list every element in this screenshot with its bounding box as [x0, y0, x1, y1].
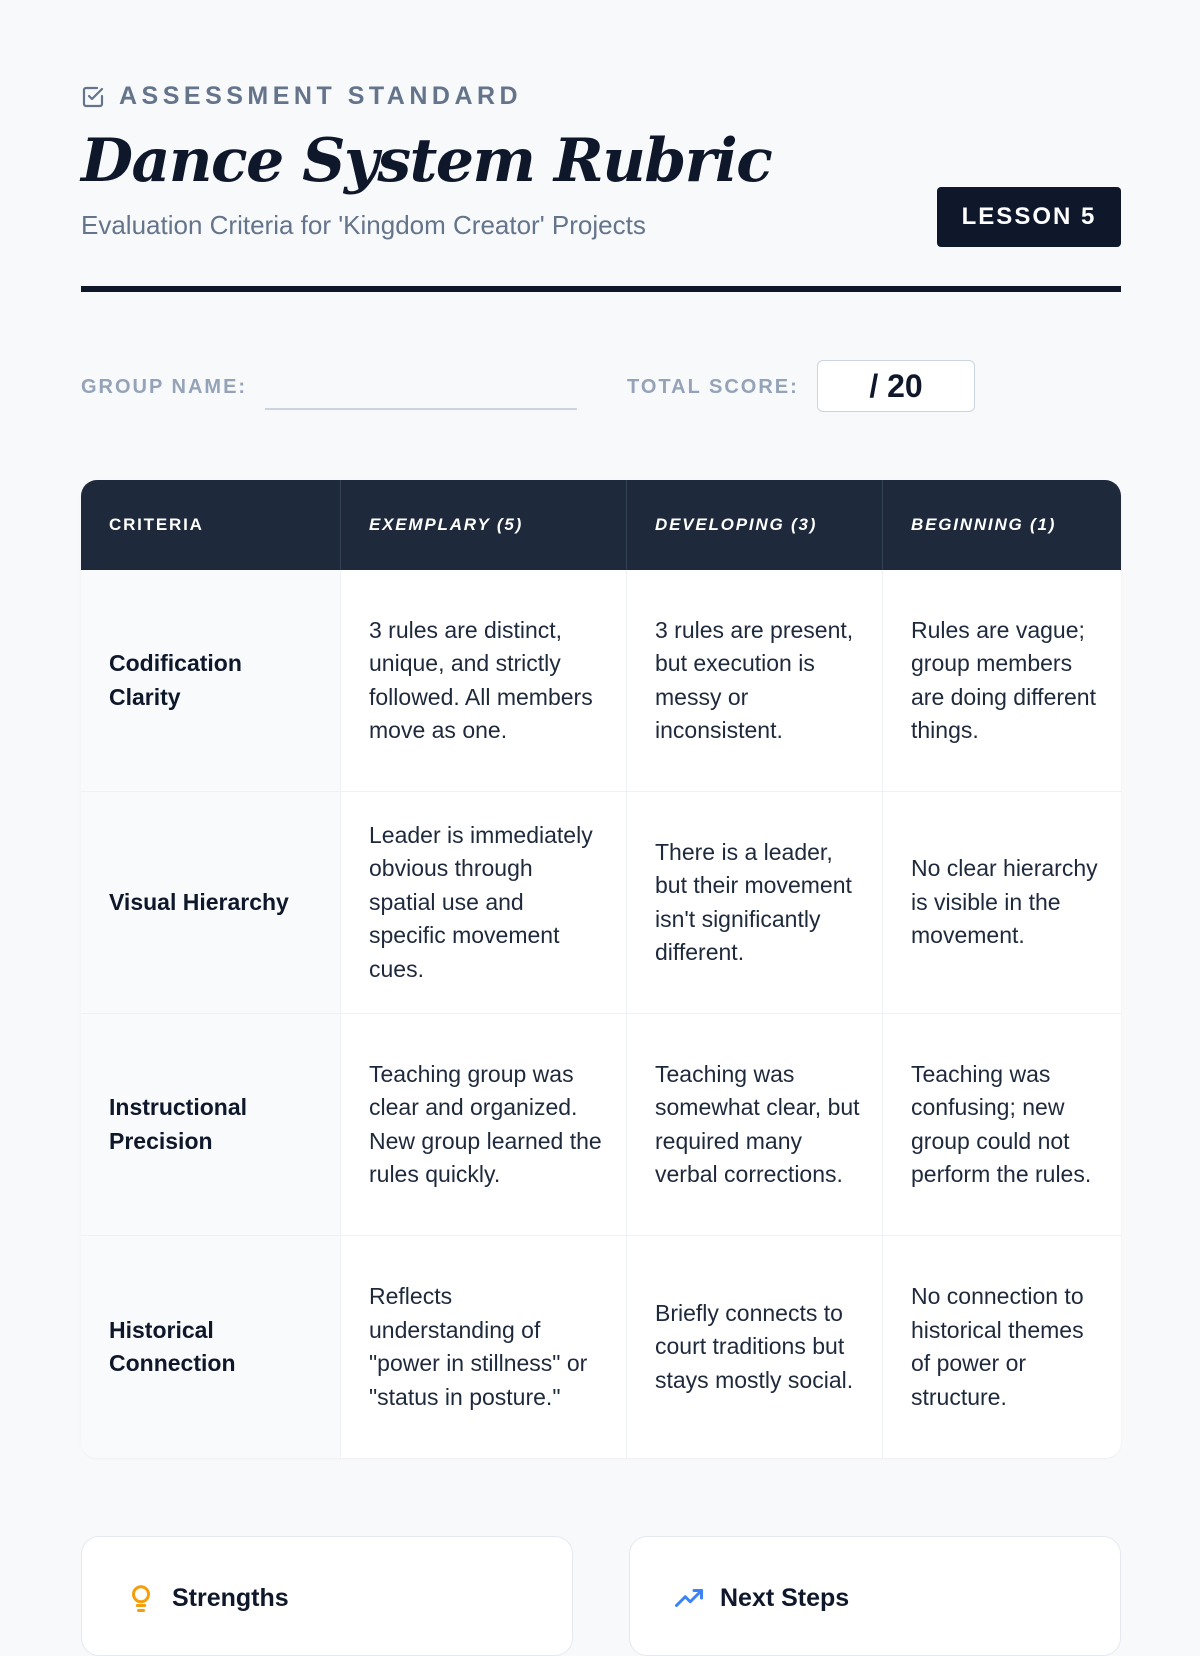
rubric-table [81, 480, 1121, 1458]
rubric-header-row [81, 480, 1121, 570]
developing-cell: 3 rules are present, but execution is messy or inconsistent. [627, 570, 883, 792]
criteria-cell: Instructional Precision [81, 1014, 341, 1236]
beginning-cell: No connection to historical themes of power or structure. [911, 1283, 1084, 1410]
next-steps-header [674, 1583, 849, 1613]
lesson-badge: LESSON 5 [937, 187, 1121, 247]
total-score-label: TOTAL SCORE: [627, 376, 799, 398]
lightbulb-icon [126, 1583, 156, 1613]
strengths-title: Strengths [172, 1583, 289, 1612]
table-row [81, 1236, 1121, 1458]
exemplary-cell: Reflects understanding of "power in stillness" or "status in posture." [341, 1236, 627, 1458]
criteria-cell: Historical Connection [81, 1236, 341, 1458]
strengths-header [126, 1583, 289, 1613]
criteria-cell: Codification Clarity [81, 570, 341, 792]
group-name-label: GROUP NAME: [81, 376, 248, 398]
beginning-cell: Teaching was confusing; new group could not perform the rules. [883, 1014, 1121, 1236]
header-criteria: CRITERIA [81, 480, 341, 570]
total-score-field[interactable] [817, 360, 975, 412]
next-steps-card [629, 1536, 1121, 1656]
exemplary-cell: Teaching group was clear and organized. New group learned the rules quickly. [341, 1014, 627, 1236]
exemplary-cell: 3 rules are distinct, unique, and strictly followed. All members move as one. [341, 570, 627, 792]
beginning-cell: No clear hierarchy is visible in the movement. [883, 792, 1121, 1014]
table-row [81, 792, 1121, 1014]
strengths-card [81, 1536, 573, 1656]
header-developing: DEVELOPING (3) [627, 480, 883, 570]
header-exemplary: EXEMPLARY (5) [341, 480, 627, 570]
table-row [81, 570, 1121, 792]
header-divider [81, 286, 1121, 292]
checkbox-icon [81, 85, 105, 109]
next-steps-title: Next Steps [720, 1583, 850, 1612]
criteria-cell: Visual Hierarchy [81, 792, 341, 1014]
page-title: Dance System Rubric [81, 126, 772, 196]
trending-up-icon [674, 1583, 704, 1613]
eyebrow-label: ASSESSMENT STANDARD [119, 82, 523, 110]
header-beginning: BEGINNING (1) [883, 480, 1121, 570]
developing-cell: There is a leader, but their movement isn't significantly different. [627, 792, 883, 1014]
developing-cell: Teaching was somewhat clear, but required many verbal corrections. [627, 1014, 883, 1236]
table-row [81, 1014, 1121, 1236]
total-score-suffix: / 20 [869, 367, 923, 404]
beginning-cell: Rules are vague; group members are doing different things. [883, 570, 1121, 792]
page-subtitle: Evaluation Criteria for 'Kingdom Creator' Projects [81, 210, 646, 240]
group-name-input[interactable] [265, 366, 577, 410]
eyebrow [81, 82, 522, 111]
developing-cell: Briefly connects to court traditions but stays mostly social. [627, 1236, 883, 1458]
exemplary-cell: Leader is immediately obvious through spatial use and specific movement cues. [341, 792, 627, 1014]
